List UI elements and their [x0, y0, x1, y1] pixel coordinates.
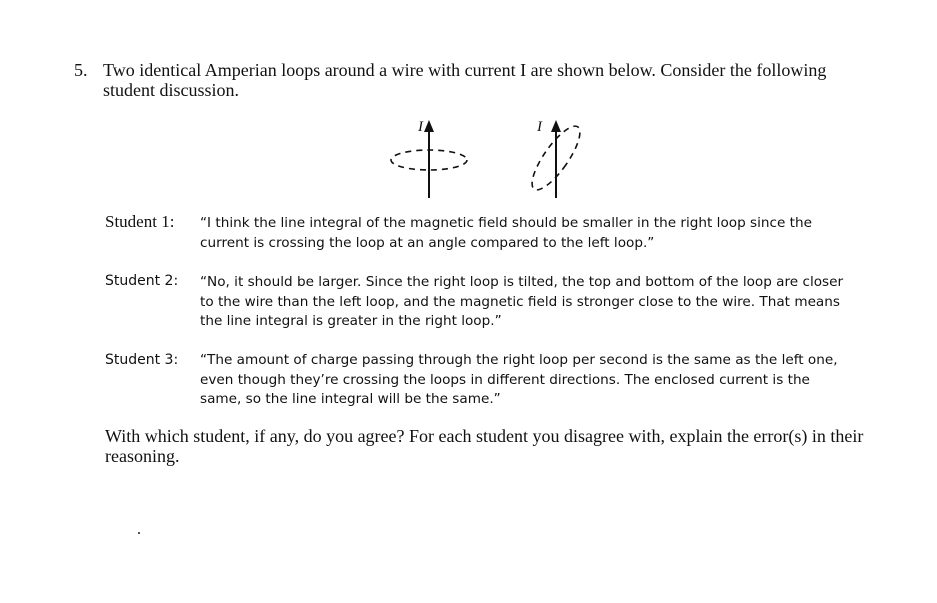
figure-drawing: [380, 112, 600, 202]
left-current-arrow-icon: [424, 120, 434, 132]
left-current-label: I: [418, 119, 423, 135]
student-3-label: Student 3:: [105, 352, 179, 368]
stray-mark: [138, 532, 140, 534]
closing-question: With which student, if any, do you agree? For each student you disagree with, explain the error(s) in their reasoning.: [105, 426, 864, 466]
right-current-arrow-icon: [551, 120, 561, 132]
student-3-quote: “The amount of charge passing through the right loop per second is the same as the left one, even though they’re crossing the loops in different directions. The enclosed current is the same, so the line integral will be the same.”: [200, 352, 838, 407]
right-current-label: I: [537, 119, 542, 135]
student-2-label: Student 2:: [105, 273, 179, 289]
question-text: Two identical Amperian loops around a wire with current I are shown below. Consider the following student discussion.: [103, 60, 827, 100]
student-2-quote: “No, it should be larger. Since the right loop is tilted, the top and bottom of the loop are closer to the wire than the left loop, and the magnetic field is stronger close to the wire. That means the line integral is greater in the right loop.”: [200, 274, 844, 329]
student-1-quote: “I think the line integral of the magnetic field should be smaller in the right loop since the current is crossing the loop at an angle compared to the left loop.”: [200, 215, 812, 251]
amperian-loops-figure: [380, 112, 600, 202]
question-number: 5.: [74, 60, 88, 80]
student-1-label: Student 1:: [105, 212, 175, 231]
